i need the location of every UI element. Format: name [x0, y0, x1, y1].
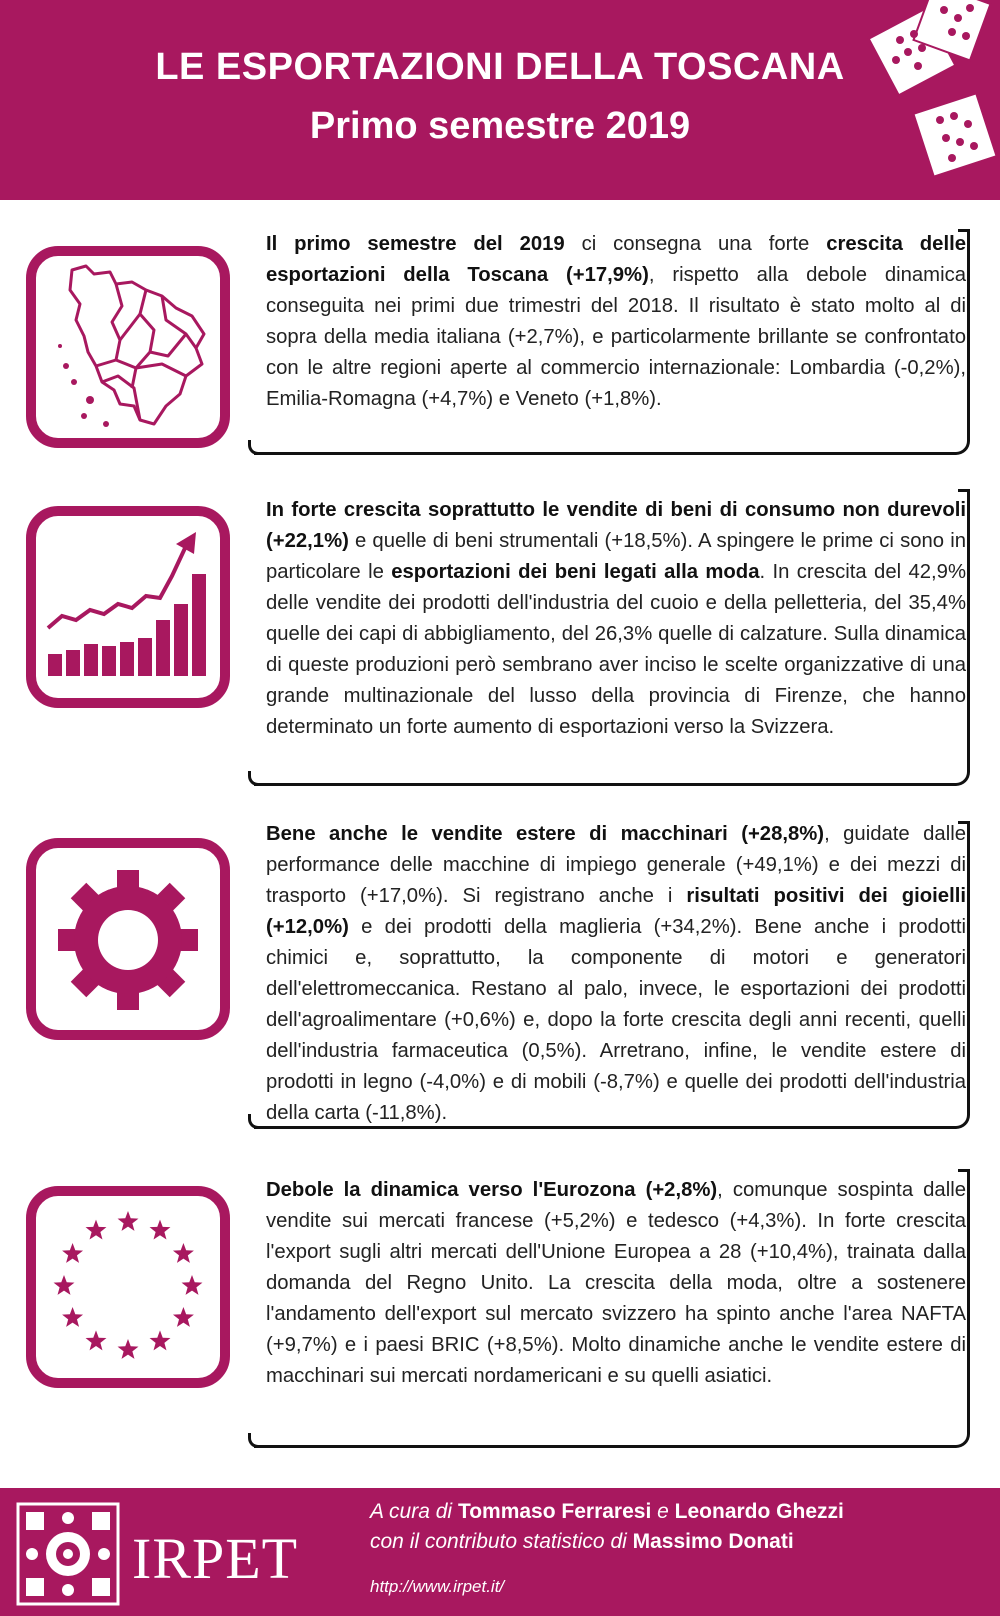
eu-stars-icon [36, 1196, 220, 1378]
credits-and: e [651, 1500, 675, 1523]
bold-text-run: esportazioni dei beni legati alla moda [391, 561, 760, 583]
section-paragraph-1 [266, 229, 966, 415]
irpet-website-link[interactable]: http://www.irpet.it/ [370, 1577, 505, 1596]
credits-line-1 [370, 1500, 844, 1524]
eu-star-icon [173, 1243, 194, 1263]
growth-chart-icon-box [26, 506, 230, 708]
growth-chart-icon [36, 516, 220, 698]
text-run: , comunque sospinta dalle vendite sui mercati francese (+5,2%) e tedesco (+4,3%). In forte crescita l'export sugli altri mercati dell'Unione Europea a 28 (+10,4%), trainata dalla domanda del Regno Unito. La crescita della moda, oltre a sostenere l'andamento dell'export sul mercato svizzero ha spinto anche l'area NAFTA (+9,7%) e i paesi BRIC (+8,5%). Molto dinamiche anche le vendite estere di macchinari sui mercati nordamericani e su quelli asiatici. [266, 1179, 966, 1387]
gear-icon [36, 848, 220, 1030]
pattern-tiles-decoration [860, 0, 1000, 200]
eu-star-icon [182, 1275, 203, 1295]
page-subtitle: Primo semestre 2019 [309, 105, 691, 147]
tuscany-map-icon-box [26, 246, 230, 448]
page-title: LE ESPORTAZIONI DELLA TOSCANA [155, 46, 845, 88]
text-run: , rispetto alla debole dinamica conseguita nei primi due trimestri del 2018. Il risultato è stato molto al di sopra della media italiana (+2,7%), e particolarmente brillante se confrontato con le altre regioni aperte al commercio internazionale: Lombardia (-0,2%), Emilia-Romagna (+4,7%) e Veneto (+1,8%). [266, 264, 966, 410]
section-paragraph-3 [266, 819, 966, 1129]
gear-icon-box [26, 838, 230, 1040]
bold-text-run: In forte crescita soprattutto le vendite di beni di consumo non durevoli (+22,1%) [266, 499, 966, 552]
text-run: e dei prodotti della maglieria (+34,2%). Bene anche i prodotti chimici e, soprattutto, la componente di motori e generatori dell'elettromeccanica. Restano al palo, invece, le esportazioni dei prodotti dell'agroalimentare (+0,6%) e, dopo la forte crescita degli anni recenti, quelli dell'industria farmaceutica (0,5%). Arretrano, infine, le vendite estere di prodotti in legno (-4,0%) e di mobili (-8,7%) e quelle dei prodotti dell'industria della carta (-11,8%). [266, 916, 966, 1124]
eu-star-icon [150, 1330, 171, 1350]
eu-star-icon [150, 1220, 171, 1240]
header-banner [0, 0, 1000, 200]
bold-text-run: Bene anche le vendite estere di macchinari (+28,8%) [266, 823, 825, 845]
eu-stars-icon-box [26, 1186, 230, 1388]
eu-star-icon [86, 1220, 107, 1240]
eu-star-icon [54, 1275, 75, 1295]
irpet-logo-text: IRPET [132, 1526, 299, 1591]
eu-star-icon [118, 1339, 139, 1359]
bold-text-run: crescita delle esportazioni della Toscana (+17,9%) [266, 233, 967, 286]
text-run: , guidate dalle performance delle macchine di impiego generale (+49,1%) e dei mezzi di trasporto (+17,0%). Si registrano anche i [266, 823, 966, 907]
text-run: e quelle di beni strumentali (+18,5%). A spingere le prime ci sono in particolare le [266, 530, 966, 583]
credits-prefix: A cura di [370, 1500, 458, 1523]
eu-star-icon [62, 1243, 83, 1263]
credits-line2-prefix: con il contributo statistico di [370, 1530, 633, 1553]
eu-star-icon [118, 1211, 139, 1231]
eu-star-icon [62, 1307, 83, 1327]
author-3: Massimo Donati [632, 1530, 794, 1553]
text-run: ci consegna una forte [564, 233, 827, 255]
eu-star-icon [86, 1330, 107, 1350]
author-2: Leonardo Ghezzi [674, 1500, 844, 1523]
bold-text-run: Il primo semestre del 2019 [266, 233, 565, 255]
tuscany-map-icon [36, 256, 220, 438]
section-paragraph-2 [266, 495, 966, 743]
section-paragraph-4 [266, 1175, 966, 1392]
eu-star-icon [173, 1307, 194, 1327]
text-run: . In crescita del 42,9% delle vendite dei prodotti dell'industria del cuoio e della pelletteria, del 35,4% quelle dei capi di abbigliamento, del 26,3% quelle di calzature. Sulla dinamica di queste produzioni però sembrano aver inciso le scelte organizzative di una grande multinazionale del lusso della provincia di Firenze, che hanno determinato un forte aumento di esportazioni verso la Svizzera. [266, 561, 966, 738]
irpet-logo-pattern-icon [16, 1502, 120, 1606]
bold-text-run: risultati positivi dei gioielli (+12,0%) [266, 885, 966, 938]
credits-line-2 [370, 1530, 794, 1554]
bold-text-run: Debole la dinamica verso l'Eurozona (+2,8%) [266, 1179, 718, 1201]
author-1: Tommaso Ferraresi [457, 1500, 652, 1523]
